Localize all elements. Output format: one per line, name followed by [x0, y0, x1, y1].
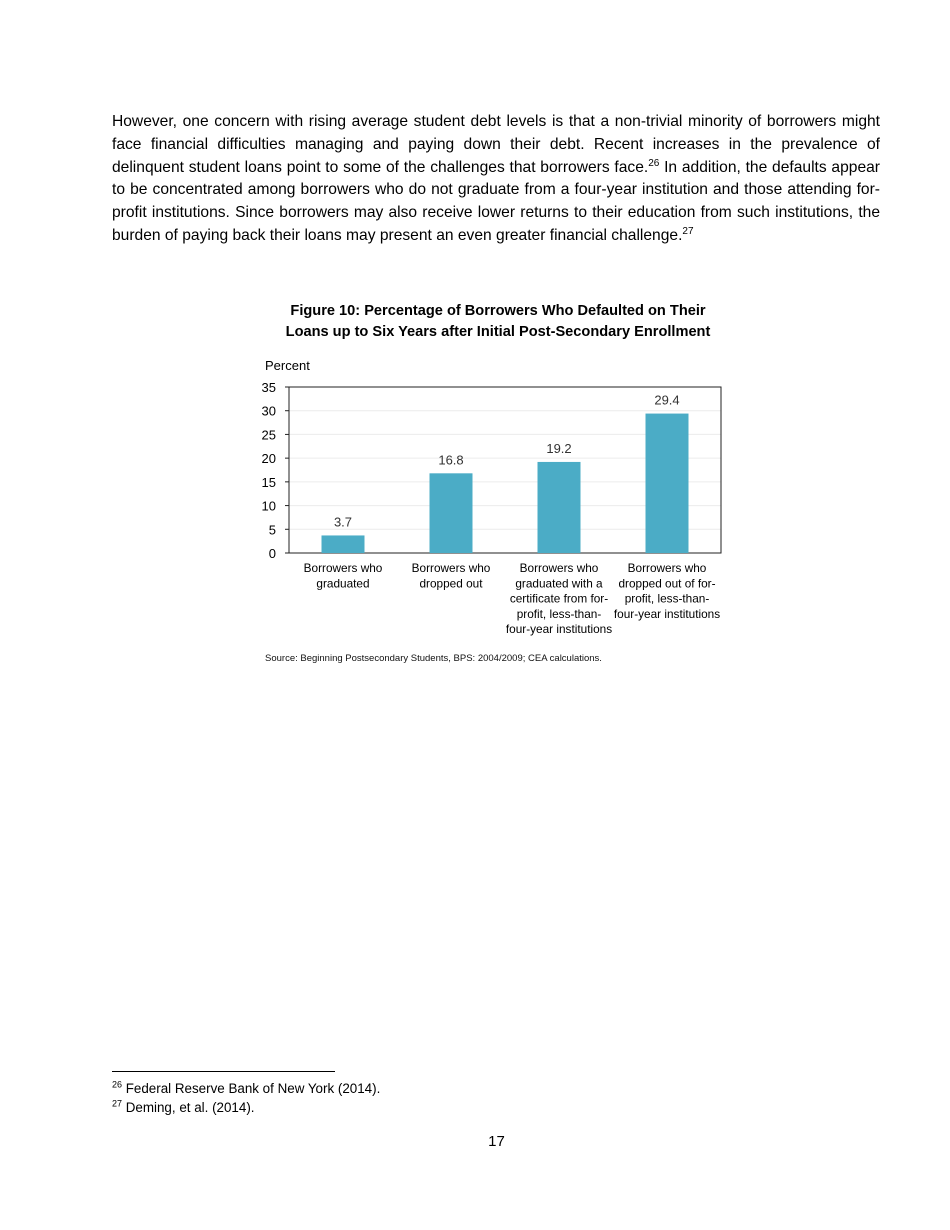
figure-title: Figure 10: Percentage of Borrowers Who Defaulted on Their Loans up to Six Years after Initial Post-Secondary Enrollment — [285, 303, 711, 340]
y-tick-label: 20 — [261, 451, 276, 467]
x-tick-label: dropped out — [419, 576, 483, 591]
footnote-divider — [112, 1071, 335, 1072]
data-label: 19.2 — [546, 440, 572, 456]
figure-source: Source: Beginning Postsecondary Students, BPS: 2004/2009; CEA calculations. — [265, 653, 602, 664]
y-tick-label: 5 — [268, 522, 276, 538]
footnote-26 — [112, 1080, 380, 1098]
x-tick-label: certificate from for- — [509, 591, 609, 606]
x-tick-label: profit, less-than- — [624, 591, 710, 606]
y-tick-label: 10 — [261, 498, 276, 514]
footnote-text: Federal Reserve Bank of New York (2014). — [122, 1081, 381, 1096]
x-tick-label: Borrowers who — [411, 561, 491, 575]
y-tick-label: 35 — [261, 380, 276, 395]
data-label: 3.7 — [333, 514, 353, 530]
data-label: 16.8 — [438, 452, 464, 468]
x-tick-label: dropped out of for- — [618, 576, 716, 591]
footnote-number: 27 — [112, 1098, 123, 1109]
x-tick-label: profit, less-than- — [516, 606, 602, 621]
y-tick-label: 0 — [268, 546, 276, 561]
footnote-ref-27[interactable]: 27 — [682, 225, 694, 237]
footnote-27 — [112, 1099, 255, 1117]
x-tick-label: Borrowers who — [303, 561, 383, 575]
y-tick-label: 25 — [261, 427, 276, 443]
x-tick-label: four-year institutions — [613, 606, 721, 621]
paragraph-text-1: However, one concern with rising average student debt levels is that a non-trivial minority of borrowers might face financial difficulties managing and paying down their debt. Recent increases in the prevalence of delinquent student loans point to some of the challenges that borrowers face. — [112, 113, 880, 176]
footnote-ref-26[interactable]: 26 — [648, 157, 660, 169]
bar — [538, 462, 581, 553]
x-tick-label: Borrowers who — [519, 561, 599, 575]
data-label: 29.4 — [654, 392, 680, 408]
bar — [646, 414, 689, 553]
y-tick-label: 15 — [261, 474, 276, 490]
x-tick-label: graduated — [316, 576, 370, 591]
footnote-number: 26 — [112, 1079, 123, 1090]
footnote-text: Deming, et al. (2014). — [122, 1100, 255, 1115]
x-tick-label: four-year institutions — [505, 622, 613, 637]
bar — [322, 535, 365, 553]
x-tick-label: Borrowers who — [627, 561, 707, 575]
paragraph-text-2: In addition, the defaults appear to be concentrated among borrowers who do not graduate from a four-year institution and those attending for-profit institutions. Since borrowers may also receive lower returns to their education from such institutions, the burden of paying back their loans may present an even greater financial challenge. — [112, 158, 880, 244]
bar — [430, 473, 473, 553]
y-tick-label: 30 — [261, 403, 276, 419]
y-axis-label: Percent — [265, 358, 310, 373]
x-tick-label: graduated with a — [515, 576, 603, 591]
page-number: 17 — [488, 1133, 505, 1150]
